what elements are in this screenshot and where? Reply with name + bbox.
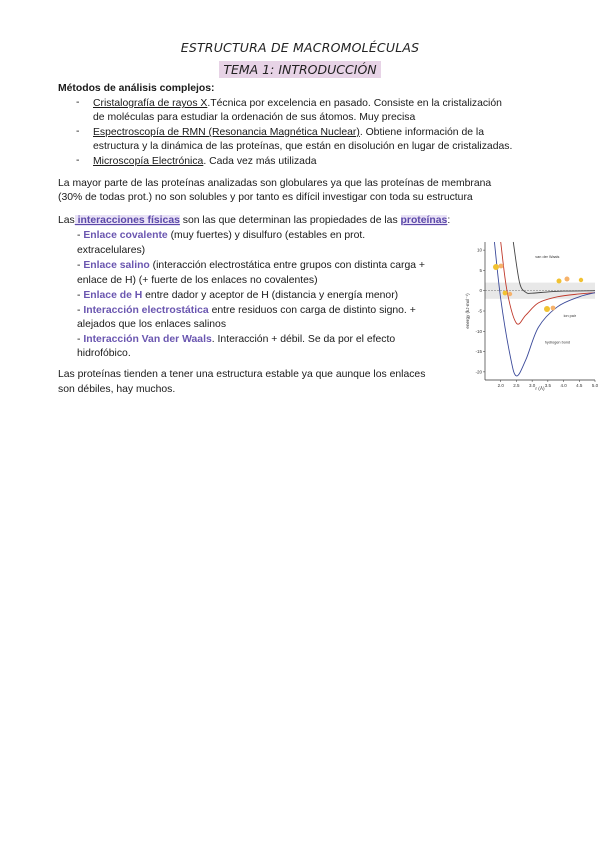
methods-heading-text: Métodos de análisis complejos bbox=[58, 83, 212, 94]
interaction-item-1-line1 bbox=[77, 229, 365, 244]
series-label: van der Waals bbox=[535, 255, 560, 260]
page-subtitle: TEMA 1: INTRODUCCIÓN bbox=[219, 61, 380, 78]
interaction-name-vdw: Interacción Van der Waals bbox=[83, 334, 212, 345]
y-tick-label: 10 bbox=[476, 247, 482, 253]
method-item-1-line1 bbox=[93, 97, 502, 112]
list-dash: - bbox=[76, 97, 80, 108]
y-tick-label: -10 bbox=[475, 328, 482, 334]
subtitle-wrapper bbox=[0, 61, 600, 79]
page-title: ESTRUCTURA DE MACROMOLÉCULAS bbox=[180, 40, 420, 55]
interaction-dash: - bbox=[77, 260, 84, 271]
interaction-item-2-line1 bbox=[77, 259, 425, 274]
paragraph-2-line1: Las proteínas tienden a tener una estructura estable ya que aunque los enlaces bbox=[58, 369, 426, 380]
x-tick-label: 5.0 bbox=[591, 383, 599, 388]
interaction-item-4-line2: alejados que los enlaces salinos bbox=[77, 319, 227, 330]
x-tick-label: 4.0 bbox=[560, 383, 567, 388]
y-tick-label: -20 bbox=[475, 369, 482, 375]
method-item-3-term: Microscopía Electrónica bbox=[93, 156, 204, 167]
x-axis-label: r (Å) bbox=[535, 387, 545, 392]
interaction-text: (muy fuertes) y disulfuro (estables en prot. bbox=[167, 230, 366, 241]
interaction-dash: - bbox=[77, 290, 84, 301]
interaction-item-2-line2: enlace de H) (+ fuerte de los enlaces no covalentes) bbox=[77, 275, 318, 286]
x-tick-label: 2.5 bbox=[513, 383, 520, 388]
intro-term-proteins: proteínas bbox=[400, 215, 448, 226]
interaction-item-5-line1 bbox=[77, 333, 395, 348]
method-item-3-text: . Cada vez más utilizada bbox=[203, 156, 317, 167]
method-item-3-line1 bbox=[93, 155, 317, 170]
interaction-item-3-line1 bbox=[77, 289, 398, 304]
y-tick-label: -15 bbox=[475, 349, 482, 355]
chart-background bbox=[463, 236, 600, 392]
intro-colon: : bbox=[447, 215, 451, 226]
x-tick-label: 2.0 bbox=[497, 383, 504, 388]
methods-heading-colon: : bbox=[211, 83, 215, 94]
y-axis-label: energy (kJ·mol⁻¹) bbox=[465, 293, 470, 329]
paragraph-1-line1: La mayor parte de las proteínas analizadas son globulares ya que las proteínas de membrana bbox=[58, 178, 492, 189]
interactions-intro bbox=[58, 214, 450, 229]
interaction-dash: - bbox=[77, 334, 84, 345]
series-label: ion pair bbox=[563, 314, 577, 319]
method-item-1-term: Cristalografía de rayos X bbox=[93, 98, 208, 109]
interaction-text: entre residuos con carga de distinto signo. + bbox=[208, 305, 416, 316]
x-tick-label: 3.0 bbox=[529, 383, 536, 388]
interaction-name-hbond: Enlace de H bbox=[83, 290, 143, 301]
interaction-text: . Interacción + débil. Se da por el efecto bbox=[211, 334, 396, 345]
list-dash: - bbox=[76, 126, 80, 137]
method-item-2-line2: estructura y la dinámica de las proteínas, que están en disolución en lugar de cristalizadas. bbox=[93, 141, 513, 152]
paragraph-1-line2: (30% de todas prot.) no son solubles y por tanto es difícil investigar con toda su estructura bbox=[58, 192, 473, 203]
y-tick-label: 5 bbox=[479, 267, 482, 273]
interaction-text: (interacción electrostática entre grupos con distinta carga + bbox=[149, 260, 425, 271]
intro-term-physical: interacciones físicas bbox=[74, 215, 180, 226]
method-item-2-line1 bbox=[93, 126, 484, 141]
method-item-1-text: .Técnica por excelencia en pasado. Consiste en la cristalización bbox=[207, 98, 502, 109]
energy-distance-chart bbox=[463, 236, 600, 392]
intro-prefix: Las bbox=[58, 215, 75, 226]
interaction-dash: - bbox=[77, 230, 84, 241]
y-tick-label: -5 bbox=[477, 308, 482, 314]
interaction-name-electrostatic: Interacción electrostática bbox=[83, 305, 209, 316]
interaction-text: entre dador y aceptor de H (distancia y energía menor) bbox=[142, 290, 399, 301]
intro-middle: son las que determinan las propiedades de las bbox=[179, 215, 401, 226]
interaction-item-5-line2: hidrofóbico. bbox=[77, 348, 131, 359]
interaction-dash: - bbox=[77, 305, 84, 316]
x-tick-label: 4.5 bbox=[576, 383, 583, 388]
methods-heading bbox=[58, 82, 214, 97]
series-label: hydrogen bond bbox=[544, 340, 571, 345]
list-dash: - bbox=[76, 155, 80, 166]
method-item-2-term: Espectroscopía de RMN (Resonancia Magnética Nuclear) bbox=[93, 127, 360, 138]
interaction-name-saline: Enlace salino bbox=[83, 260, 150, 271]
method-item-2-text: . Obtiene información de la bbox=[359, 127, 485, 138]
interaction-name-covalent: Enlace covalente bbox=[83, 230, 168, 241]
interaction-item-4-line1 bbox=[77, 304, 416, 319]
y-tick-label: 0 bbox=[479, 288, 482, 294]
method-item-1-line2: de moléculas para estudiar la ordenación de sus átomos. Muy precisa bbox=[93, 112, 416, 123]
interaction-item-1-line2: extracelulares) bbox=[77, 245, 146, 256]
x-tick-label: 3.5 bbox=[544, 383, 551, 388]
paragraph-2-line2: son débiles, hay muchos. bbox=[58, 384, 176, 395]
